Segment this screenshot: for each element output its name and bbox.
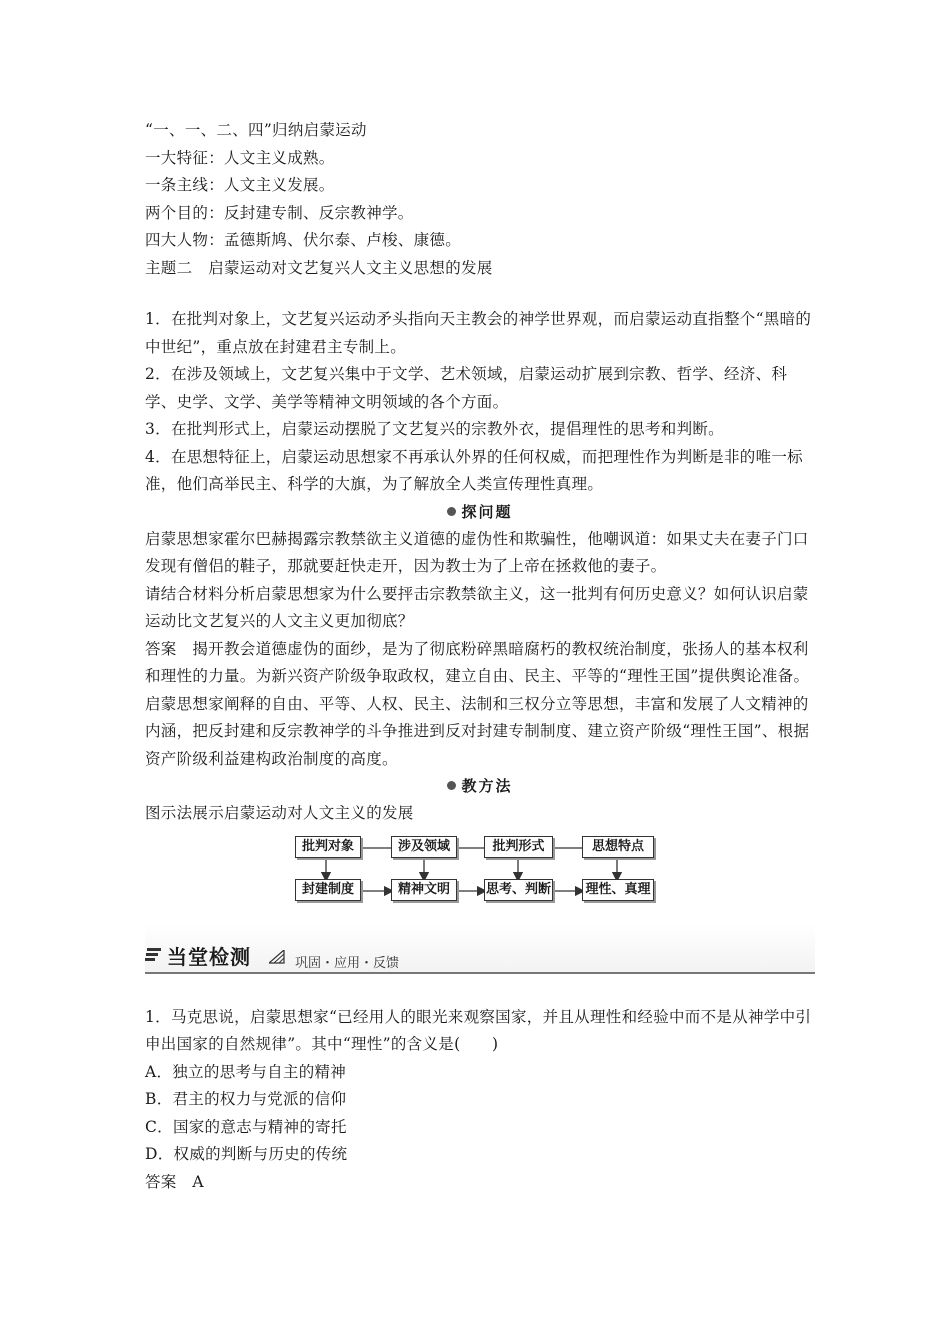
- theme2-title: 主题二 启蒙运动对文艺复兴人文主义思想的发展: [145, 258, 493, 277]
- section-title: 当堂检测: [167, 944, 251, 969]
- diagram-box: 精神文明: [391, 879, 457, 901]
- section-header: [145, 924, 815, 974]
- diagram-box: 涉及领域: [391, 836, 457, 858]
- quiz-option: B．君主的权力与党派的信仰: [145, 1090, 347, 1108]
- summary-line: 两个目的：反封建专制、反宗教神学。: [145, 203, 414, 222]
- quiz-answer: 答案 A: [145, 1172, 204, 1191]
- theme2-point: 4．在思想特征上，启蒙运动思想家不再承认外界的任何权威，而把理性作为判断是非的唯一标准，他们高举民主、科学的大旗，为了解放全人类宣传理性真理。: [145, 447, 803, 493]
- summary-line: 四大人物：孟德斯鸠、伏尔泰、卢梭、康德。: [145, 231, 462, 249]
- method-intro: 图示法展示启蒙运动对人文主义的发展: [145, 804, 414, 822]
- theme2-point: 2．在涉及领域上，文艺复兴集中于文学、艺术领域，启蒙运动扩展到宗教、哲学、经济、科学、史学、文学、美学等精神文明领域的各个方面。: [145, 365, 788, 411]
- section-subtitle: 巩固・应用・反馈: [295, 955, 400, 971]
- quiz-option: C．国家的意志与精神的寄托: [145, 1117, 347, 1136]
- summary-line: 一大特征：人文主义成熟。: [145, 148, 335, 167]
- quiz-option: D．权威的判断与历史的传统: [145, 1145, 348, 1163]
- bullet-dot-icon: [447, 781, 456, 790]
- method-heading: 教方法: [145, 773, 815, 800]
- section-corner-icon: [269, 950, 285, 964]
- summary-line: 一条主线：人文主义发展。: [145, 176, 335, 194]
- theme2-point: 3．在批判形式上，启蒙运动摆脱了文艺复兴的宗教外衣，提倡理性的思考和判断。: [145, 420, 724, 438]
- diagram-box: 批判对象: [295, 836, 361, 858]
- quiz-option: A．独立的思考与自主的精神: [145, 1062, 347, 1081]
- inquiry-material: 启蒙思想家霍尔巴赫揭露宗教禁欲主义道德的虚伪性和欺骗性，他嘲讽道：如果丈夫在妻子门口发现有僧侣的鞋子，那就要赶快走开，因为教士为了上帝在拯救他的妻子。: [145, 529, 809, 575]
- flow-diagram: [145, 832, 815, 910]
- section-rule: [145, 972, 815, 974]
- document-page: [145, 117, 815, 1196]
- diagram-box: 思想特点: [582, 836, 654, 858]
- diagram-connectors: [145, 832, 815, 910]
- quiz-question: 1．马克思说，启蒙思想家“已经用人的眼光来观察国家，并且从理性和经验中而不是从神学中引申出国家的自然规律”。其中“理性”的含义是( ): [145, 1007, 812, 1053]
- bullet-dot-icon: [447, 507, 456, 516]
- diagram-box: 思考、判断: [484, 879, 553, 901]
- theme2-point: 1．在批判对象上，文艺复兴运动矛头指向天主教会的神学世界观，而启蒙运动直指整个“黑暗的中世纪”，重点放在封建君主专制上。: [145, 310, 812, 356]
- diagram-box: 封建制度: [295, 879, 361, 901]
- summary-title: “一、一、二、四”归纳启蒙运动: [145, 121, 367, 139]
- inquiry-heading: 探问题: [145, 499, 815, 526]
- section-stripes-icon: [145, 948, 163, 964]
- inquiry-question: 请结合材料分析启蒙思想家为什么要抨击宗教禁欲主义，这一批判有何历史意义？如何认识启蒙运动比文艺复兴的人文主义更加彻底？: [145, 584, 809, 630]
- inquiry-answer: 答案 揭开教会道德虚伪的面纱，是为了彻底粉碎黑暗腐朽的教权统治制度，张扬人的基本权利和理性的力量。为新兴资产阶级争取政权，建立自由、民主、平等的“理性王国”提供舆论准备。启蒙思想家阐释的自由、平等、人权、民主、法制和三权分立等思想，丰富和发展了人文精神的内涵，把反封建和反宗教神学的斗争推进到反对封建专制制度、建立资产阶级“理性王国”、根据资产阶级利益建构政治制度的高度。: [145, 639, 810, 768]
- diagram-box: 理性、真理: [582, 879, 654, 901]
- diagram-box: 批判形式: [484, 836, 553, 858]
